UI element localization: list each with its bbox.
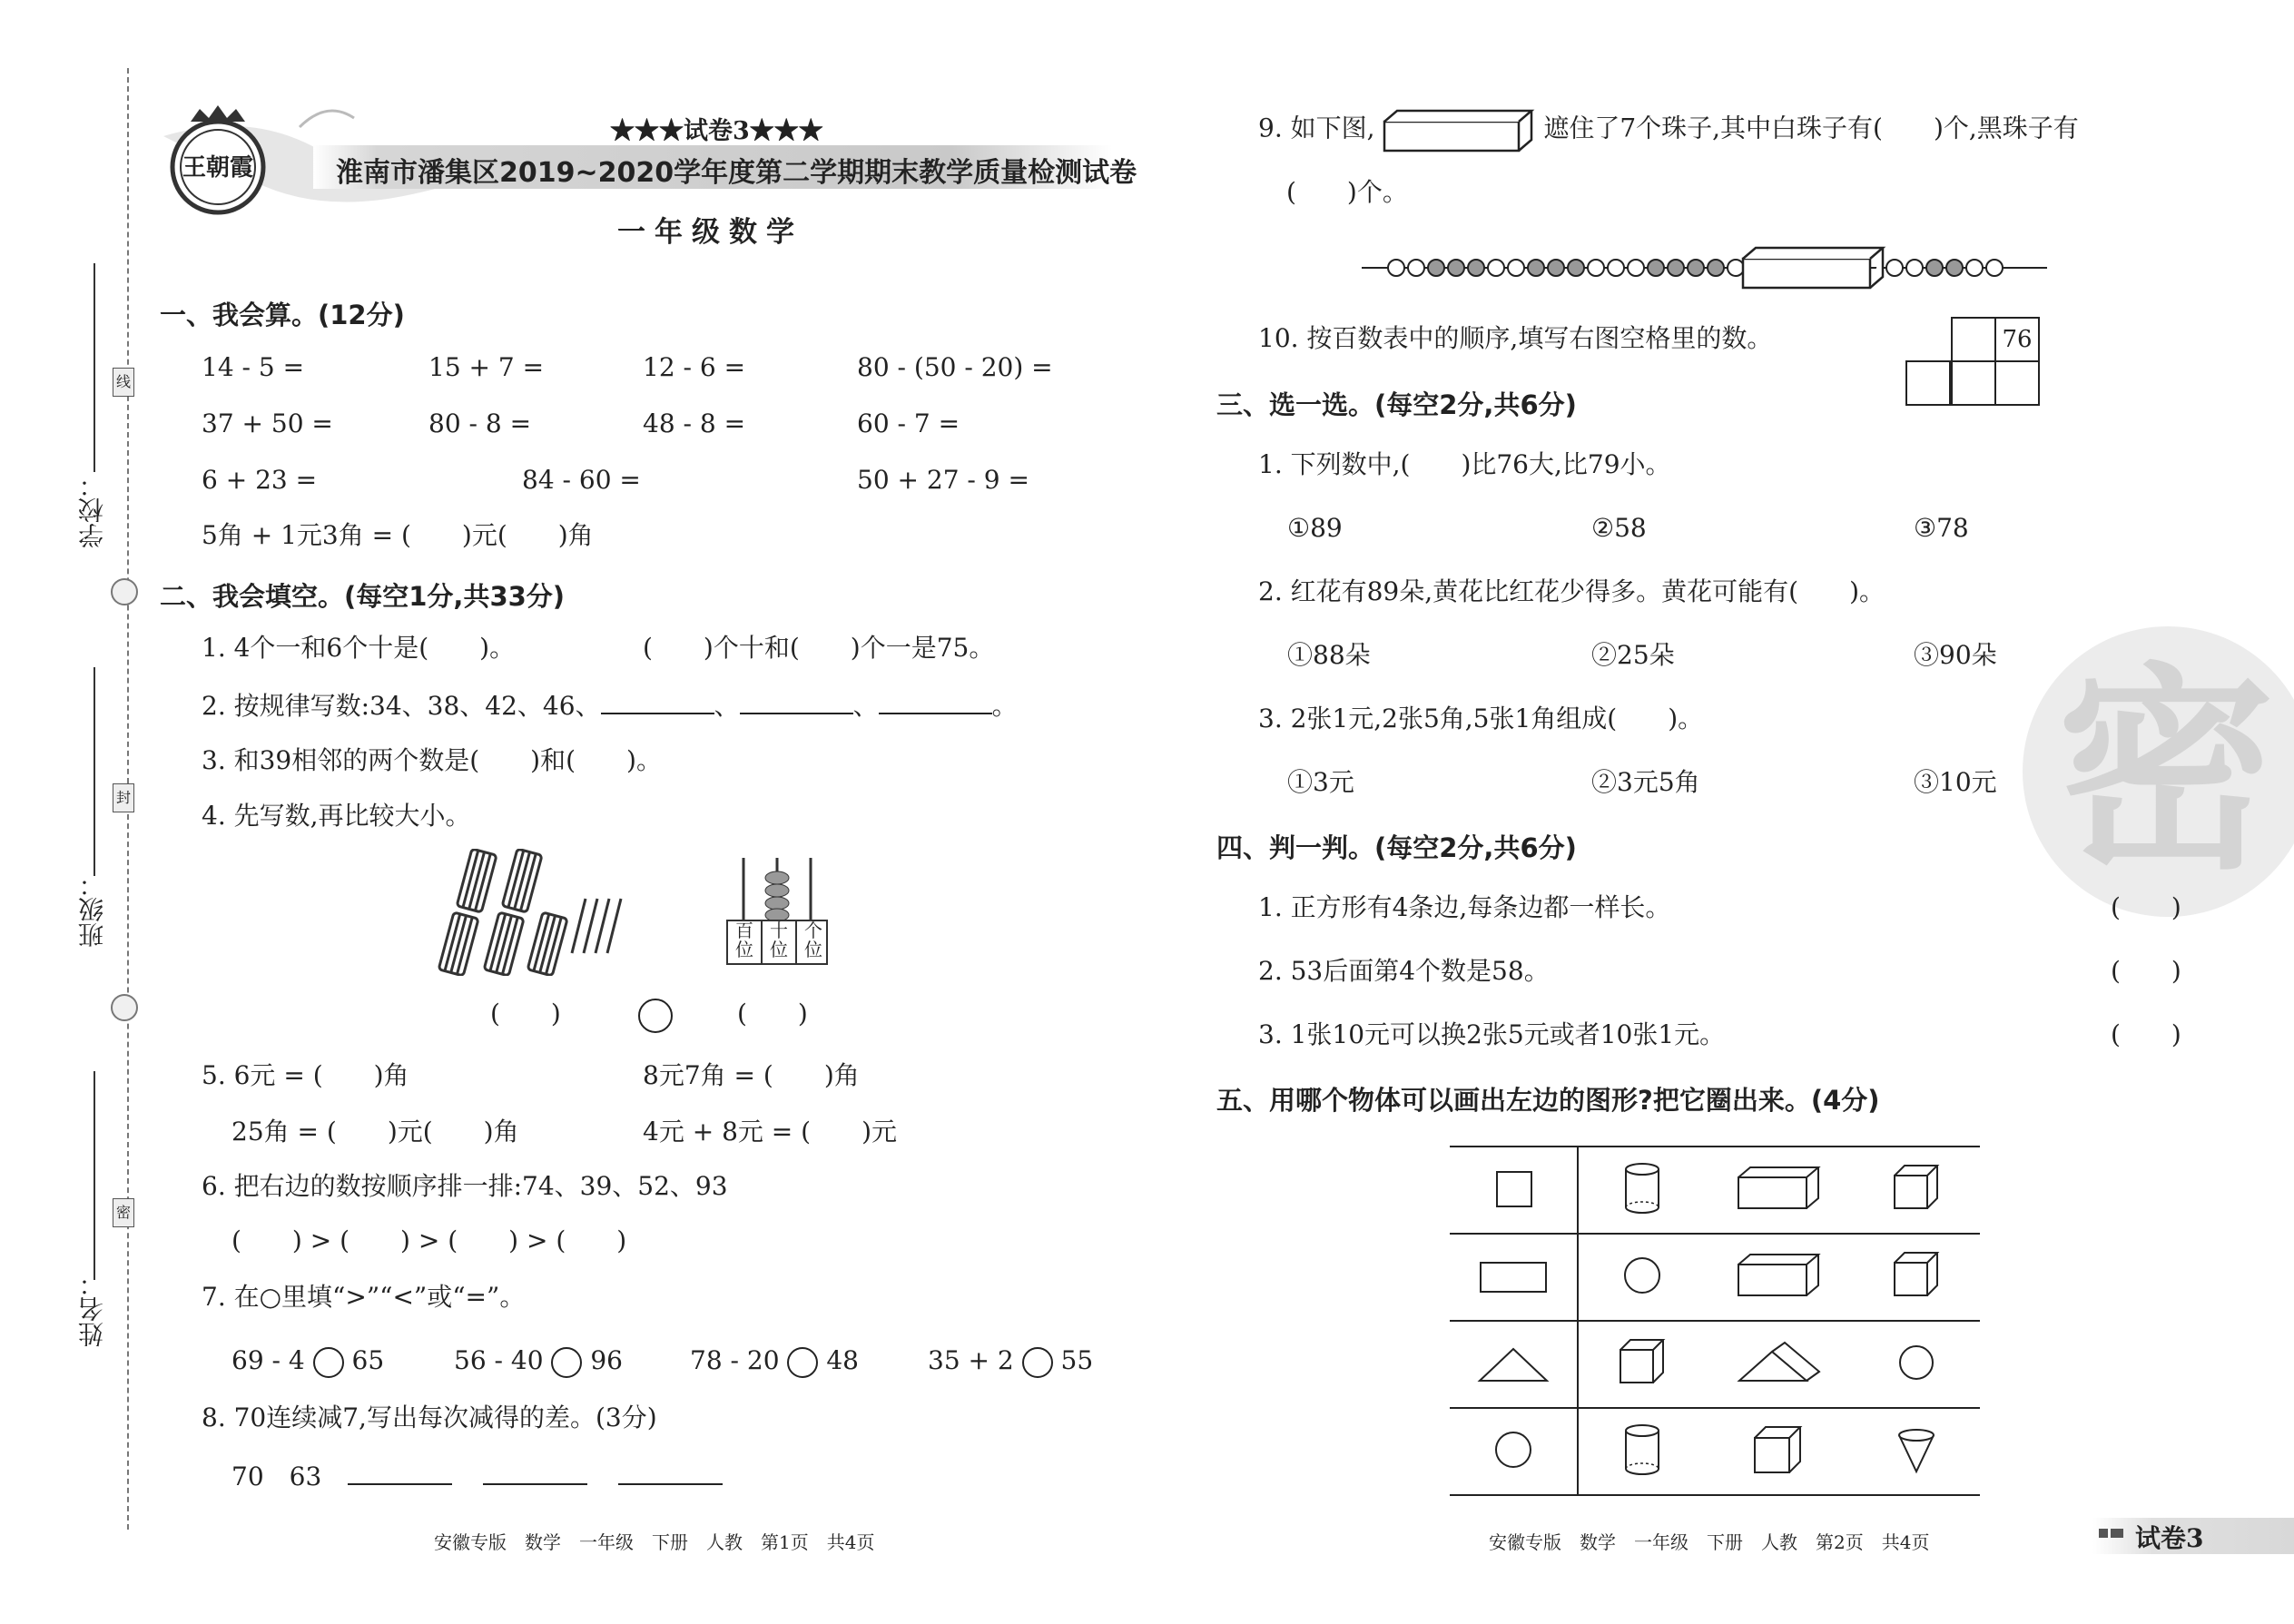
compare-circle[interactable] <box>313 1347 344 1378</box>
compare-circle[interactable] <box>787 1347 818 1378</box>
compare-circle[interactable] <box>1022 1347 1053 1378</box>
fill-q1a: 1. 4个一和6个十是( )。 <box>202 633 516 663</box>
calc-item: 80 - (50 - 20) = <box>857 352 1053 382</box>
grid-cell[interactable] <box>1951 317 1996 362</box>
name-line <box>94 1071 95 1280</box>
abacus-label-hundreds: 百位 <box>728 921 763 963</box>
compare-right: 48 <box>826 1345 859 1375</box>
cuboid-cover-icon <box>1383 107 1535 153</box>
compare-left: 56 - 40 <box>454 1345 544 1375</box>
grid-cell[interactable] <box>1905 360 1951 406</box>
answer-blank[interactable] <box>601 689 714 714</box>
shape-cell <box>1450 1321 1578 1408</box>
exam-subtitle: 一年级数学 <box>617 216 803 249</box>
q9-line2: ( )个。 <box>1286 177 1408 207</box>
compare-left: 78 - 20 <box>690 1345 780 1375</box>
section3-heading: 三、选一选。(每空2分,共6分) <box>1216 389 1577 420</box>
answer-bracket[interactable]: ( ) <box>737 999 808 1029</box>
cube-icon <box>1615 1335 1669 1390</box>
shape-cell <box>1450 1408 1578 1495</box>
footer-paper-tag: 试卷3 <box>2135 1523 2204 1553</box>
section1-heading: 一、我会算。(12分) <box>160 300 405 330</box>
tag-square-icon <box>2111 1529 2123 1538</box>
footer-right: 安徽专版 数学 一年级 下册 人教 第2页 共4页 <box>1489 1531 1930 1553</box>
cube-icon <box>1889 1248 1944 1303</box>
q10: 10. 按百数表中的顺序,填写右图空格里的数。 <box>1258 323 1773 353</box>
compare-right: 55 <box>1060 1345 1094 1375</box>
answer-blank[interactable] <box>618 1460 723 1485</box>
school-label: 学校： <box>77 472 107 548</box>
choice-option[interactable]: ③10元 <box>1914 767 1997 797</box>
judge-bracket[interactable]: ( ) <box>2111 892 2181 922</box>
class-line <box>94 667 95 876</box>
choice-option[interactable]: ①3元 <box>1287 767 1354 797</box>
choice-option[interactable]: ③90朵 <box>1914 640 1997 670</box>
calc-item: 50 + 27 - 9 = <box>857 465 1029 495</box>
fill-q7: 7. 在○里填“>”“<”或“=”。 <box>202 1282 526 1312</box>
brand-logo <box>168 102 268 220</box>
q2-separator: 、 <box>714 691 740 721</box>
secret-watermark <box>2023 626 2294 917</box>
answer-blank[interactable] <box>483 1460 587 1485</box>
compare-circle[interactable] <box>638 999 673 1033</box>
judge-item: 1. 正方形有4条边,每条边都一样长。 <box>1258 892 1671 922</box>
school-line <box>94 263 95 472</box>
solid-option[interactable] <box>1578 1321 1706 1408</box>
binding-knot-icon <box>111 994 138 1021</box>
bead-string-illustration <box>1362 241 2052 295</box>
q9-line1 <box>1258 107 2079 153</box>
choice-q2: 2. 红花有89朵,黄花比红花少得多。黄花可能有( )。 <box>1258 576 1885 606</box>
paper-tag: ★★★试卷3★★★ <box>610 117 823 145</box>
solid-option[interactable] <box>1578 1147 1706 1234</box>
q9-text: 遮住了7个珠子,其中白珠子有( )个,黑珠子有 <box>1543 113 2079 143</box>
section4-heading: 四、判一判。(每空2分,共6分) <box>1216 832 1577 863</box>
grid-cell[interactable] <box>1951 360 1996 406</box>
cylinder-icon <box>1615 1156 1669 1220</box>
choice-option[interactable]: ②58 <box>1591 513 1647 543</box>
q2-separator: 、 <box>852 691 879 721</box>
answer-blank[interactable] <box>879 689 992 714</box>
shape-cell <box>1450 1147 1578 1234</box>
fill-q5a: 5. 6元 = ( )角 <box>202 1060 409 1090</box>
section2-heading: 二、我会填空。(每空1分,共33分) <box>160 581 566 612</box>
name-label: 姓名： <box>77 1271 107 1347</box>
fill-q6-order: ( ) > ( ) > ( ) > ( ) <box>231 1225 627 1255</box>
fill-q8: 8. 70连续减7,写出每次减得的差。(3分) <box>202 1403 657 1432</box>
exam-title: 淮南市潘集区2019~2020学年度第二学期期末教学质量检测试卷 <box>336 157 1137 189</box>
q9-prefix: 9. 如下图, <box>1258 113 1375 143</box>
choice-option[interactable]: ①88朵 <box>1287 640 1371 670</box>
solid-option[interactable] <box>1853 1408 1980 1495</box>
shapes-table <box>1450 1146 1980 1496</box>
judge-bracket[interactable]: ( ) <box>2111 1019 2181 1049</box>
calc-item: 84 - 60 = <box>522 465 641 495</box>
triangle-shape-icon <box>1472 1335 1554 1390</box>
calc-item: 60 - 7 = <box>857 408 960 438</box>
solid-option[interactable] <box>1578 1234 1706 1321</box>
choice-option[interactable]: ②3元5角 <box>1591 767 1700 797</box>
abacus-label-tens: 十位 <box>763 921 797 963</box>
logo-text: 王朝霞 <box>182 154 254 182</box>
seal-mark-seal: 封 <box>113 783 134 812</box>
footer-left: 安徽专版 数学 一年级 下册 人教 第1页 共4页 <box>434 1531 875 1553</box>
calc-item: 37 + 50 = <box>202 408 333 438</box>
compare-item <box>690 1345 859 1378</box>
answer-blank[interactable] <box>348 1460 452 1485</box>
money-calc: 5角 + 1元3角 = ( )元( )角 <box>202 520 594 550</box>
solid-option[interactable] <box>1853 1234 1980 1321</box>
square-shape-icon <box>1486 1161 1541 1216</box>
circle-shape-icon <box>1486 1422 1541 1477</box>
fill-q4: 4. 先写数,再比较大小。 <box>202 801 471 831</box>
compare-circle[interactable] <box>551 1347 582 1378</box>
calc-item: 80 - 8 = <box>428 408 532 438</box>
compare-item <box>231 1345 384 1378</box>
binding-knot-icon <box>111 578 138 605</box>
seal-mark-secret: 密 <box>113 1198 134 1227</box>
cuboid-icon <box>1734 1248 1825 1303</box>
calc-item: 12 - 6 = <box>643 352 746 382</box>
cylinder-icon <box>1615 1418 1669 1481</box>
q2-end: 。 <box>991 691 1018 721</box>
compare-right: 65 <box>351 1345 385 1375</box>
solid-option[interactable] <box>1578 1408 1706 1495</box>
sphere-icon <box>1889 1335 1944 1390</box>
solid-option[interactable] <box>1853 1147 1980 1234</box>
choice-option[interactable]: ②25朵 <box>1591 640 1675 670</box>
solid-option[interactable] <box>1853 1321 1980 1408</box>
solid-option[interactable] <box>1706 1321 1853 1408</box>
grid-cell[interactable] <box>1994 360 2040 406</box>
calc-item: 15 + 7 = <box>428 352 545 382</box>
judge-item: 3. 1张10元可以换2张5元或者10张1元。 <box>1258 1019 1726 1049</box>
cuboid-icon <box>1734 1161 1825 1216</box>
choice-option[interactable]: ③78 <box>1914 513 1969 543</box>
solid-option[interactable] <box>1706 1234 1853 1321</box>
triangular-prism-icon <box>1734 1335 1825 1390</box>
seal-mark-line: 线 <box>113 368 134 397</box>
choice-q1: 1. 下列数中,( )比76大,比79小。 <box>1258 449 1671 479</box>
calc-item: 6 + 23 = <box>202 465 318 495</box>
tag-square-icon <box>2099 1529 2108 1538</box>
cone-icon <box>1889 1422 1944 1477</box>
solid-option[interactable] <box>1706 1147 1853 1234</box>
rectangle-shape-icon <box>1477 1248 1550 1303</box>
compare-left: 69 - 4 <box>231 1345 305 1375</box>
judge-item: 2. 53后面第4个数是58。 <box>1258 956 1550 986</box>
judge-bracket[interactable]: ( ) <box>2111 956 2181 986</box>
abacus-label-ones: 个位 <box>804 920 822 960</box>
fill-q6: 6. 把右边的数按顺序排一排:74、39、52、93 <box>202 1171 728 1201</box>
fill-q3: 3. 和39相邻的两个数是( )和( )。 <box>202 745 662 775</box>
fill-q5d: 4元 + 8元 = ( )元 <box>643 1117 898 1147</box>
stick-bundles-illustration <box>436 849 635 976</box>
watermark-char: 密 <box>2057 645 2276 899</box>
shape-cell <box>1450 1234 1578 1321</box>
q2-prefix: 2. 按规律写数:34、38、42、46、 <box>202 691 601 721</box>
fill-q5c: 25角 = ( )元( )角 <box>231 1117 519 1147</box>
choice-q3: 3. 2张1元,2张5角,5张1角组成( )。 <box>1258 704 1704 733</box>
grid-cell: 76 <box>1994 317 2040 362</box>
fill-q1b: ( )个十和( )个一是75。 <box>643 633 995 663</box>
compare-right: 96 <box>590 1345 623 1375</box>
choice-option[interactable]: ①89 <box>1287 513 1343 543</box>
cube-icon <box>1748 1422 1811 1478</box>
fill-q5b: 8元7角 = ( )角 <box>643 1060 860 1090</box>
solid-option[interactable] <box>1706 1408 1853 1495</box>
cube-icon <box>1889 1161 1944 1216</box>
section5-heading: 五、用哪个物体可以画出左边的图形?把它圈出来。(4分) <box>1216 1085 1880 1116</box>
sphere-icon <box>1615 1248 1669 1303</box>
answer-blank[interactable] <box>740 689 853 714</box>
q8-start: 70 63 <box>231 1462 322 1491</box>
calc-item: 14 - 5 = <box>202 352 305 382</box>
fill-q2 <box>202 689 1018 722</box>
class-label: 班级： <box>77 871 107 948</box>
compare-item <box>454 1345 623 1378</box>
answer-bracket[interactable]: ( ) <box>490 999 561 1029</box>
fill-q8-answers <box>231 1460 723 1492</box>
calc-item: 48 - 8 = <box>643 408 746 438</box>
abacus <box>726 858 828 971</box>
compare-item <box>928 1345 1093 1378</box>
compare-left: 35 + 2 <box>928 1345 1014 1375</box>
